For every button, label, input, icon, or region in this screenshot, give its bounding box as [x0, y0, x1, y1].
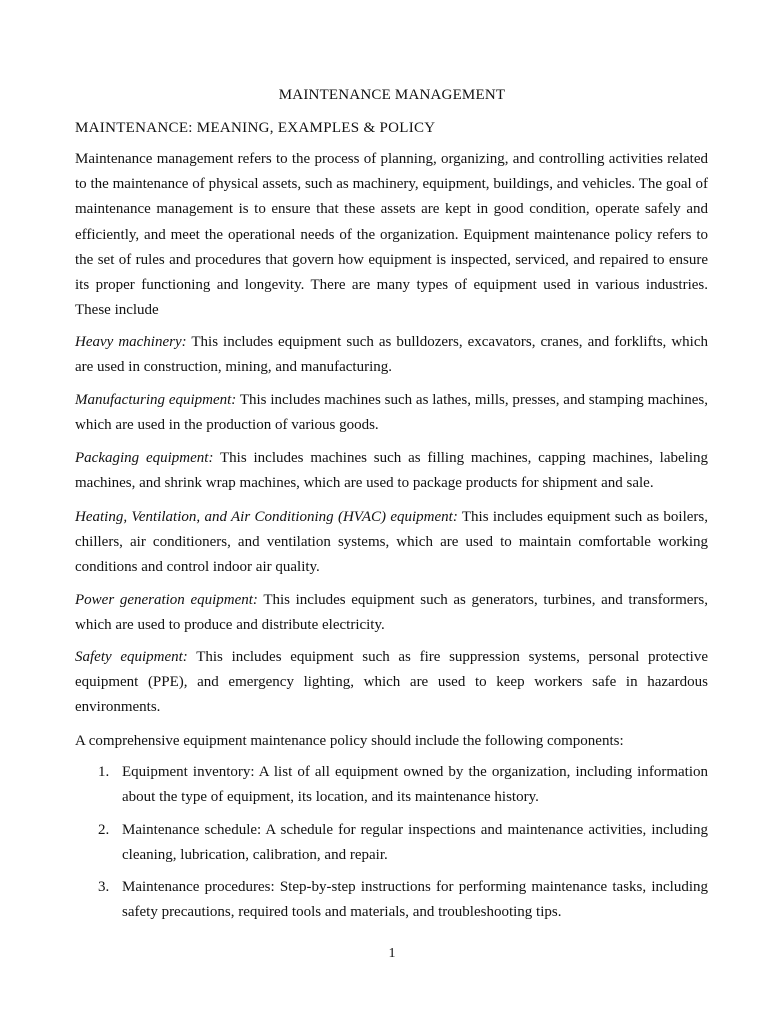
- components-intro: A comprehensive equipment maintenance policy should include the following components:: [75, 733, 624, 749]
- equipment-type-description: This includes equipment such as boilers, chillers, air conditioners, and ventilation systems, which are used to maintain comfortable working conditions and control indoor air quality.: [75, 509, 708, 576]
- list-item-number: 1.: [98, 764, 110, 780]
- equipment-type-paragraph: [75, 645, 708, 721]
- list-item-text: Maintenance procedures: Step-by-step instructions for performing maintenance tasks, including safety precautions, required tools and materials, and troubleshooting tips.: [122, 879, 708, 921]
- equipment-type-paragraph: [75, 388, 708, 438]
- equipment-type-description: This includes equipment such as generators, turbines, and transformers, which are used to produce and distribute electricity.: [75, 592, 708, 634]
- section-heading: MAINTENANCE: MEANING, EXAMPLES & POLICY: [75, 120, 436, 136]
- equipment-type-paragraph: [75, 446, 708, 496]
- equipment-type-description: This includes equipment such as bulldozers, excavators, cranes, and forklifts, which are used in construction, mining, and manufacturing.: [75, 334, 708, 376]
- page-number: 1: [388, 946, 396, 961]
- list-item: [75, 760, 708, 810]
- equipment-type-term: Safety equipment:: [75, 649, 188, 665]
- equipment-type-term: Manufacturing equipment:: [75, 392, 237, 408]
- equipment-type-term: Heavy machinery:: [75, 334, 187, 350]
- list-item-text: Equipment inventory: A list of all equipment owned by the organization, including information about the type of equipment, its location, and its maintenance history.: [122, 764, 708, 806]
- list-item: [75, 818, 708, 868]
- equipment-type-description: This includes machines such as filling machines, capping machines, labeling machines, and shrink wrap machines, which are used to package products for shipment and sale.: [75, 450, 708, 492]
- equipment-type-paragraph: [75, 505, 708, 581]
- intro-paragraph: Maintenance management refers to the process of planning, organizing, and controlling activities related to the maintenance of physical assets, such as machinery, equipment, buildings, and vehicles. The goal of maintenance management is to ensure that these assets are kept in good condition, operate safely and efficiently, and meet the operational needs of the organization. Equipment maintenance policy refers to the set of rules and procedures that govern how equipment is inspected, serviced, and repaired to ensure its proper functioning and longevity. There are many types of equipment used in various industries. These include: [75, 151, 708, 319]
- equipment-type-term: Heating, Ventilation, and Air Conditioning (HVAC) equipment:: [75, 509, 458, 525]
- list-item: [75, 875, 708, 925]
- document-title: MAINTENANCE MANAGEMENT: [278, 87, 506, 103]
- equipment-type-term: Packaging equipment:: [75, 450, 214, 466]
- equipment-type-paragraph: [75, 330, 708, 380]
- list-item-text: Maintenance schedule: A schedule for regular inspections and maintenance activities, including cleaning, lubrication, calibration, and repair.: [122, 822, 708, 864]
- list-item-number: 3.: [98, 879, 110, 895]
- equipment-type-description: This includes equipment such as fire suppression systems, personal protective equipment (PPE), and emergency lighting, which are used to keep workers safe in hazardous environments.: [75, 649, 708, 716]
- equipment-type-description: This includes machines such as lathes, mills, presses, and stamping machines, which are used in the production of various goods.: [75, 392, 708, 434]
- list-item-number: 2.: [98, 822, 110, 838]
- equipment-type-term: Power generation equipment:: [75, 592, 258, 608]
- equipment-type-paragraph: [75, 588, 708, 638]
